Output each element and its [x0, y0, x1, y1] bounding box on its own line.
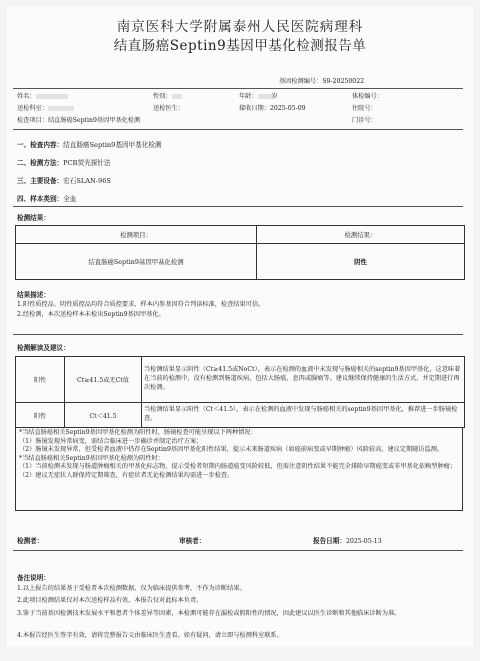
remark-line: 3.鉴于当前基因检测技术发展水平和患者个体差异等因素，本检测可能存在漏检或假阳性的情况，因此建议以医生诊断和其他临床诊断为准。: [17, 610, 401, 617]
header-divider: [13, 88, 463, 89]
send-doctor: 送检医生：: [153, 105, 184, 112]
specimen-number: 体检编号：: [352, 93, 383, 100]
signature-divider: [13, 550, 463, 551]
interp-criteria: Ct≥41.5或无Ct值: [65, 357, 142, 403]
section-divider: [13, 206, 463, 207]
report-page: [7, 7, 473, 647]
result-col-value: 检测结果：: [257, 226, 465, 244]
interp-divider: [13, 334, 463, 335]
interp-notes: [15, 427, 463, 511]
report-title: 结直肠癌Septin9基因甲基化检测报告单: [113, 38, 367, 54]
section-equipment: 三、主要设备：宏石SLAN-96S: [17, 177, 111, 185]
remark-line: 2.此项目检测结果仅对本次送检样品有效，本报告仅对此标本负责。: [17, 597, 203, 604]
interp-title: 检测解读及建议：: [17, 344, 70, 352]
interp-note: *当结直肠癌相关Septin9基因甲基化检测为阳性时，肠镜检查可能呈现以下两种情况：: [19, 429, 257, 436]
reviewer-label: 审核者：: [179, 537, 206, 545]
hospital-name: 南京医科大学附属泰州人民医院病理科: [116, 19, 364, 35]
interp-note: （1）当前检测未发现与肠道肿瘤相关的甲基化标志物，提示受检者短期内肠道癌变风险较低，但需注意阴性结果不能完全排除早期癌变或非甲基化依赖型肿瘤；: [19, 463, 457, 471]
result-col-item: 检测项目：: [16, 226, 257, 244]
interp-row: [16, 357, 465, 403]
dept-redacted: [48, 106, 74, 111]
age-redacted: [258, 94, 272, 99]
remark-line: 4.本报告经医生签字有效，请将完整报告交由临床医生查看。如有疑问，请立即与检测科室联系。: [17, 632, 283, 639]
result-table: [15, 225, 465, 280]
section-method: 二、检测方法：PCR荧光探针法: [17, 159, 111, 167]
result-title: 检测结果：: [17, 214, 50, 222]
patient-age: 年龄： 岁: [239, 93, 278, 100]
patient-name: 姓名：: [17, 93, 68, 101]
report-number-label: 基因检测编号：: [279, 78, 323, 85]
patient-divider: [13, 129, 463, 130]
test-item: 检查项目：结直肠癌Septin9基因甲基化检测: [17, 117, 141, 124]
send-dept: 送检科室：: [17, 105, 74, 113]
section-sample: 四、样本类别：全血: [17, 195, 77, 203]
result-item: 结直肠癌Septin9基因甲基化检测: [16, 244, 257, 280]
interp-note: （2）建议无症状人群保持定期筛查，有症状者无论检测结果均需进一步检查。: [19, 471, 234, 479]
result-desc-line1: 1.阳性质控品、阴性质控品均符合质控要求，样本内参基因符合判读标准，检查结果可信。: [17, 301, 265, 308]
interp-row: [16, 403, 465, 428]
section-content: 一、检查内容：结直肠癌Septin9基因甲基化检测: [17, 141, 162, 149]
interpretation-table: [15, 356, 465, 428]
interp-note: （1）肠镜发现异常病变，需结合临床进一步确诊并制定治疗方案；: [19, 437, 203, 445]
interp-text: 当检测结果显示阳性（Ct＜41.5），表示在检测的血液中发现与肠癌相关的septin9基因甲基化，推荐进一步肠镜检查。: [142, 403, 465, 428]
result-desc-line2: 2.经检测，本次送检样本未检出Septin9基因甲基化。: [17, 311, 165, 318]
interp-result: 阳性: [16, 403, 65, 428]
result-desc-title: 结果描述：: [17, 291, 50, 299]
interp-text: 当检测结果显示阴性（Ct≥41.5或NoCt），表示在检测的血液中未发现与肠癌相关的septin9基因甲基化，这意味着在当前的检测中，没有检测到肠道疾病，包括大肠癌，息肉或腺瘤等。建议继续保持健康的生活方式，并定期进行再次检测。: [142, 357, 465, 403]
remark-line: 1.以上报告的结果基于受检者本次检测数据，仅为临床提供参考，不作为诊断结果。: [17, 585, 246, 592]
interp-note: （2）肠镜未发现异常，但受检者血液中仍存在Septin9基因甲基化阳性结果，提示未来肠道疾病（如癌前病变或早期肿瘤）风险较高，建议定期随访监测。: [19, 446, 444, 454]
report-number: [279, 78, 364, 86]
clinic-number: 门诊号：: [352, 117, 377, 124]
inpatient-number: 住院号：: [352, 105, 377, 112]
interp-note: *当结直肠癌相关Septin9基因甲基化检测为阴性时：: [19, 454, 164, 462]
report-date: 报告日期：2025-05-13: [313, 537, 382, 545]
patient-sex: 性别：: [153, 93, 182, 101]
report-number-value: S9-20250022: [322, 78, 365, 85]
sex-redacted: [172, 94, 182, 99]
tester-label: 检测者：: [17, 537, 44, 545]
result-value: 阴性: [257, 244, 465, 280]
remarks-title: 备注说明：: [17, 574, 50, 582]
interp-result: 阳性: [16, 357, 65, 403]
interp-criteria: Ct＜41.5: [65, 403, 142, 428]
receive-date: 接收日期：2025-05-09: [239, 105, 306, 112]
name-redacted: [36, 94, 68, 99]
